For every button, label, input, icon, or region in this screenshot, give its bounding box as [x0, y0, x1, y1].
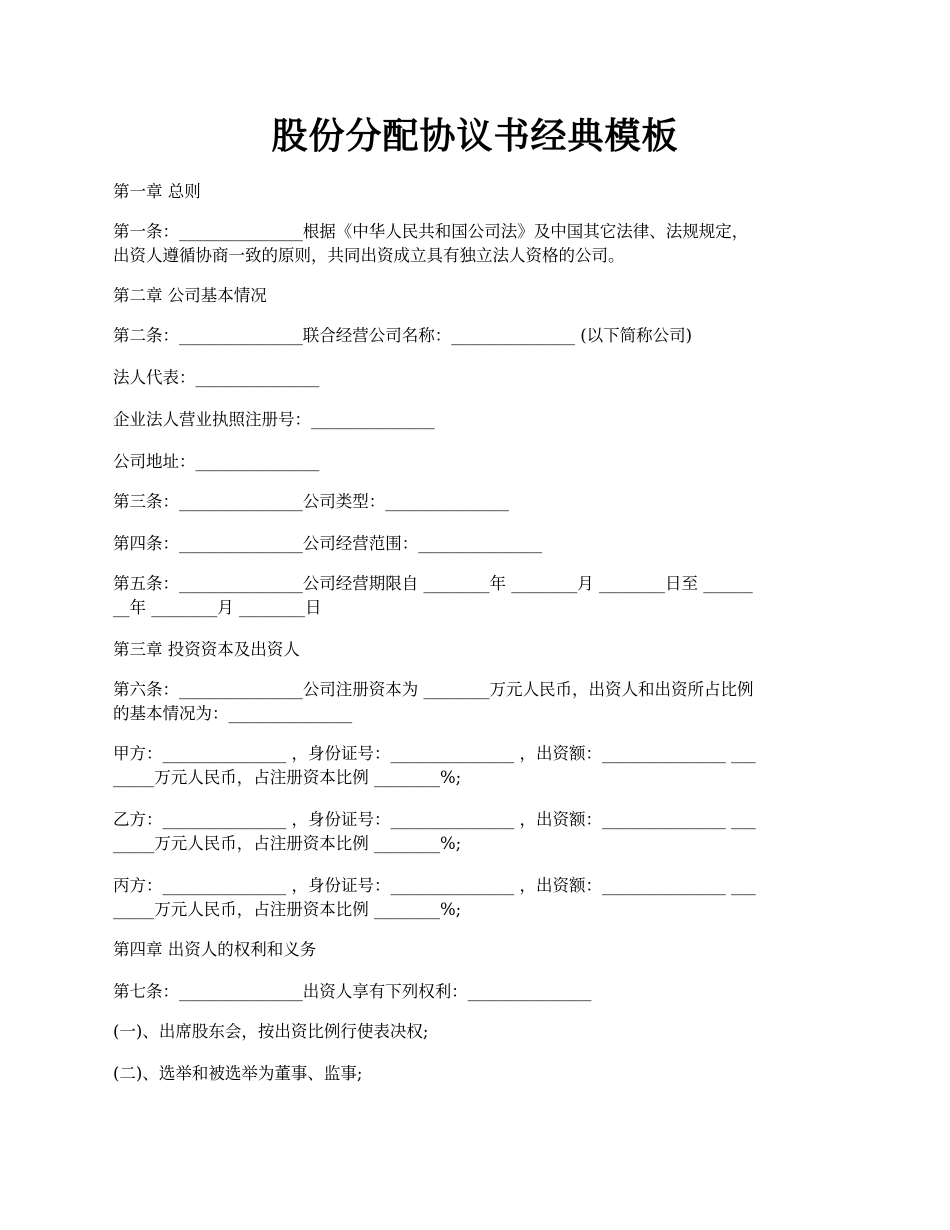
party-b-line-2: _____万元人民币，占注册资本比例 ________%;	[113, 834, 462, 853]
article-3-company-type: 第三条：_______________公司类型：_______________	[113, 492, 509, 511]
article-6-line-2: 的基本情况为：_______________	[113, 704, 353, 723]
article-2-company-name: 第二条：_______________联合经营公司名称：_______________ (以下简称公司)	[113, 326, 693, 345]
party-a-line-1: 甲方：_______________ ，身份证号：_______________ ，出资额：_______________ ___	[113, 744, 756, 763]
party-c-line-1: 丙方：_______________ ，身份证号：_______________ ，出资额：_______________ ___	[113, 876, 756, 895]
article-5-line-1: 第五条：_______________公司经营期限自 ________年 ________月 ________日至 ______	[113, 574, 753, 593]
right-item-2: (二)、选举和被选举为董事、监事;	[113, 1064, 363, 1083]
article-7-rights: 第七条：_______________出资人享有下列权利：_______________	[113, 982, 592, 1001]
article-4-business-scope: 第四条：_______________公司经营范围：_______________	[113, 534, 542, 553]
right-item-1: (一)、出席股东会，按出资比例行使表决权;	[113, 1022, 429, 1041]
legal-representative: 法人代表：_______________	[113, 368, 320, 387]
party-c-line-2: _____万元人民币，占注册资本比例 ________%;	[113, 900, 462, 919]
article-5-line-2: __年 ________月 ________日	[113, 598, 322, 617]
chapter-3-heading: 第三章 投资资本及出资人	[113, 640, 300, 659]
article-1-line-2: 出资人遵循协商一致的原则，共同出资成立具有独立法人资格的公司。	[113, 246, 625, 265]
document-title: 股份分配协议书经典模板	[271, 115, 679, 157]
article-1-line-1: 第一条：_______________根据《中华人民共和国公司法》及中国其它法律、法规规定，	[113, 222, 749, 241]
company-address: 公司地址：_______________	[113, 452, 320, 471]
party-b-line-1: 乙方：_______________ ，身份证号：_______________ ，出资额：_______________ ___	[113, 810, 756, 829]
chapter-4-heading: 第四章 出资人的权利和义务	[113, 940, 317, 959]
article-6-line-1: 第六条：_______________公司注册资本为 ________万元人民币，出资人和出资所占比例	[113, 680, 754, 699]
party-a-line-2: _____万元人民币，占注册资本比例 ________%;	[113, 768, 462, 787]
chapter-1-heading: 第一章 总则	[113, 182, 201, 201]
chapter-2-heading: 第二章 公司基本情况	[113, 286, 267, 305]
business-license-number: 企业法人营业执照注册号：_______________	[113, 410, 435, 429]
